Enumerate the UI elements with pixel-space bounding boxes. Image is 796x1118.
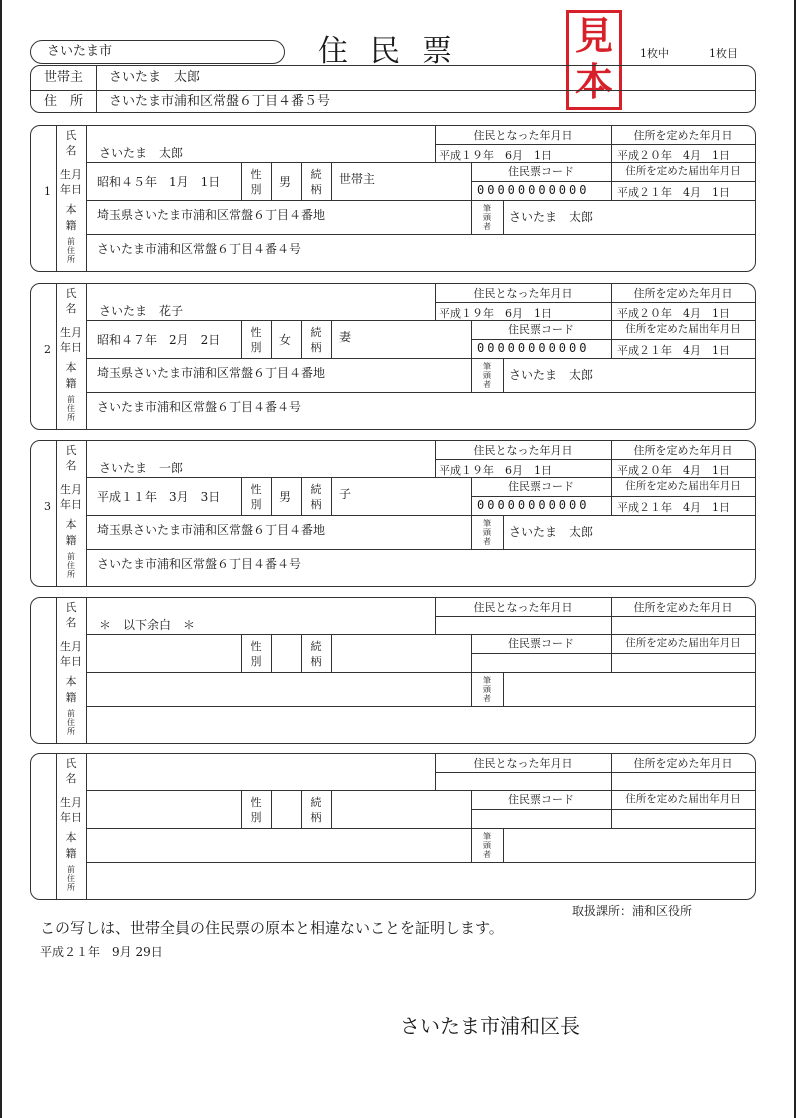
gender: 男 xyxy=(279,490,292,504)
address-date-label: 住所を定めた年月日 xyxy=(633,129,733,142)
address-date: 平成２０年 4月 1日 xyxy=(617,464,730,477)
notify-date-label: 住所を定めた届出年月日 xyxy=(625,793,741,805)
birth-label: 生月 年日 xyxy=(60,326,82,354)
prev-address-label: 前 住 所 xyxy=(67,552,75,579)
name-label: 氏 名 xyxy=(65,287,77,315)
notify-date-label: 住所を定めた届出年月日 xyxy=(625,323,741,335)
honseki-label: 本 籍 xyxy=(65,675,77,704)
birth-date: 昭和４５年 1月 1日 xyxy=(97,175,221,189)
resident-date-label: 住民となった年月日 xyxy=(473,287,573,300)
address-date-label: 住所を定めた年月日 xyxy=(633,757,733,770)
person-index: 3 xyxy=(44,500,51,513)
notify-date-label: 住所を定めた届出年月日 xyxy=(625,165,741,177)
sheet-total: 1枚中 xyxy=(640,47,669,60)
person-record xyxy=(30,440,756,587)
hittosha-label: 筆 頭 者 xyxy=(483,204,491,231)
gender-label: 性 別 xyxy=(250,326,262,354)
gender-label: 性 別 xyxy=(250,640,262,668)
relation-label: 続 柄 xyxy=(310,796,322,824)
notify-date-label: 住所を定めた届出年月日 xyxy=(625,637,741,649)
name-label: 氏 名 xyxy=(65,129,77,157)
person-record xyxy=(30,125,756,272)
resident-date-label: 住民となった年月日 xyxy=(473,601,573,614)
person-name: さいたま 一郎 xyxy=(99,461,184,475)
household-address: さいたま市浦和区常盤６丁目４番５号 xyxy=(109,94,331,109)
person-index: 2 xyxy=(44,343,51,356)
address-date-label: 住所を定めた年月日 xyxy=(633,601,733,614)
birth-label: 生月 年日 xyxy=(60,168,82,196)
relation-label: 続 柄 xyxy=(310,326,322,354)
honseki: 埼玉県さいたま市浦和区常盤６丁目４番地 xyxy=(97,523,326,537)
hittosha-name: さいたま 太郎 xyxy=(509,525,594,539)
name-label: 氏 名 xyxy=(65,601,77,629)
honseki-label: 本 籍 xyxy=(65,831,77,860)
household-head-name: さいたま 太郎 xyxy=(109,70,201,85)
person-name: さいたま 太郎 xyxy=(99,146,184,160)
person-record xyxy=(30,597,756,744)
household-address-row xyxy=(31,90,755,113)
honseki-label: 本 籍 xyxy=(65,203,77,232)
gender-label: 性 別 xyxy=(250,796,262,824)
resident-code-label: 住民票コード xyxy=(508,165,574,178)
sheet-current: 1枚目 xyxy=(709,47,738,60)
gender: 女 xyxy=(279,333,292,347)
issuer-mayor: さいたま市浦和区長 xyxy=(400,1014,580,1038)
resident-date: 平成１９年 6月 1日 xyxy=(439,307,552,320)
document-title: 住民票 xyxy=(318,34,474,69)
address-date-label: 住所を定めた年月日 xyxy=(633,287,733,300)
name-label: 氏 名 xyxy=(65,444,77,472)
relation: 子 xyxy=(339,487,352,501)
household-box xyxy=(30,65,756,113)
relation-label: 続 柄 xyxy=(310,168,322,196)
hittosha-label: 筆 頭 者 xyxy=(483,519,491,546)
prev-address-label: 前 住 所 xyxy=(67,709,75,736)
notify-date: 平成２１年 4月 1日 xyxy=(617,186,730,199)
prev-address: さいたま市浦和区常盤６丁目４番４号 xyxy=(97,400,302,414)
hittosha-name: さいたま 太郎 xyxy=(509,368,594,382)
hittosha-label: 筆 頭 者 xyxy=(483,362,491,389)
relation-label: 続 柄 xyxy=(310,640,322,668)
gender-label: 性 別 xyxy=(250,483,262,511)
resident-date-label: 住民となった年月日 xyxy=(473,444,573,457)
person-name: さいたま 花子 xyxy=(99,304,184,318)
certification-statement: この写しは、世帯全員の住民票の原本と相違ないことを証明します。 xyxy=(40,919,504,937)
relation: 妻 xyxy=(339,330,352,344)
birth-label: 生月 年日 xyxy=(60,640,82,668)
birth-date: 平成１１年 3月 3日 xyxy=(97,490,221,504)
prev-address-label: 前 住 所 xyxy=(67,237,75,264)
person-record xyxy=(30,283,756,430)
sample-seal: 見本 xyxy=(566,10,622,110)
relation-label: 続 柄 xyxy=(310,483,322,511)
resident-code-label: 住民票コード xyxy=(508,793,574,806)
certification-date: 平成２１年 9月 29日 xyxy=(40,945,163,959)
address-date-label: 住所を定めた年月日 xyxy=(633,444,733,457)
notify-date: 平成２１年 4月 1日 xyxy=(617,501,730,514)
page-left-edge xyxy=(0,0,2,1118)
address-date: 平成２０年 4月 1日 xyxy=(617,149,730,162)
prev-address: さいたま市浦和区常盤６丁目４番４号 xyxy=(97,557,302,571)
prev-address-label: 前 住 所 xyxy=(67,865,75,892)
address-date: 平成２０年 4月 1日 xyxy=(617,307,730,320)
hittosha-label: 筆 頭 者 xyxy=(483,832,491,859)
household-address-label: 住 所 xyxy=(31,90,97,113)
honseki: 埼玉県さいたま市浦和区常盤６丁目４番地 xyxy=(97,208,326,222)
handling-office: 取扱課所：浦和区役所 xyxy=(572,904,693,918)
hittosha-name: さいたま 太郎 xyxy=(509,210,594,224)
resident-code-label: 住民票コード xyxy=(508,323,574,336)
prev-address: さいたま市浦和区常盤６丁目４番４号 xyxy=(97,242,302,256)
household-head-row xyxy=(31,66,755,91)
name-label: 氏 名 xyxy=(65,757,77,785)
hittosha-label: 筆 頭 者 xyxy=(483,676,491,703)
birth-label: 生月 年日 xyxy=(60,796,82,824)
notify-date-label: 住所を定めた届出年月日 xyxy=(625,480,741,492)
person-record xyxy=(30,753,756,900)
resident-code-label: 住民票コード xyxy=(508,637,574,650)
prev-address-label: 前 住 所 xyxy=(67,395,75,422)
notify-date: 平成２１年 4月 1日 xyxy=(617,344,730,357)
birth-date: 昭和４７年 2月 2日 xyxy=(97,333,221,347)
honseki-label: 本 籍 xyxy=(65,361,77,390)
resident-date-label: 住民となった年月日 xyxy=(473,757,573,770)
city-name: さいたま市 xyxy=(30,40,285,64)
gender: 男 xyxy=(279,175,292,189)
gender-label: 性 別 xyxy=(250,168,262,196)
honseki-label: 本 籍 xyxy=(65,518,77,547)
resident-code-label: 住民票コード xyxy=(508,480,574,493)
person-name: ＊ 以下余白 ＊ xyxy=(99,618,196,632)
resident-date: 平成１９年 6月 1日 xyxy=(439,149,552,162)
resident-code: 00000000000 xyxy=(477,183,590,197)
birth-label: 生月 年日 xyxy=(60,483,82,511)
household-head-label: 世帯主 xyxy=(31,66,97,90)
honseki: 埼玉県さいたま市浦和区常盤６丁目４番地 xyxy=(97,366,326,380)
resident-code: 00000000000 xyxy=(477,341,590,355)
resident-code: 00000000000 xyxy=(477,498,590,512)
relation: 世帯主 xyxy=(339,172,376,186)
resident-date-label: 住民となった年月日 xyxy=(473,129,573,142)
resident-date: 平成１９年 6月 1日 xyxy=(439,464,552,477)
person-index: 1 xyxy=(44,185,51,198)
